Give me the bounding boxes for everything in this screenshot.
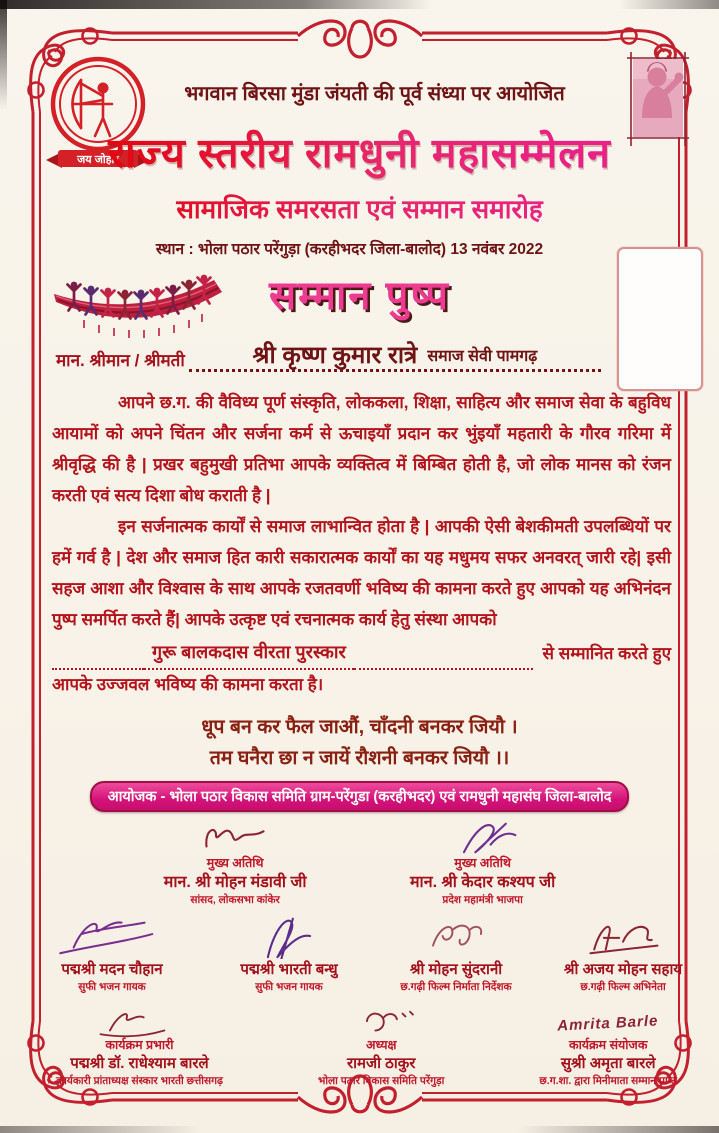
award-line [52,636,671,671]
citation-paragraph-2: इन सर्जनात्मक कार्यों से समाज लाभान्वित होता है | आपकी ऐसी बेशकीमती उपलब्धियों पर हमें गर्व है | देश और समाज हित कारी सकारात्मक कार्यों का यह मधुमय सफर अनवरत् जारी रहे| इसी सहज आशा और विश्वास के साथ आपके रजतवर्णी भविष्य की कामना करते हुए आपको यह अभिनंदन पुष्प समर्पित करते हैं| आपके उत्कृष्ट एवं रचनात्मक कार्य हेतु संस्था आपको [52,516,671,629]
signatory-block [563,913,683,994]
signatory-desc: प्रदेश महामंत्री भाजपा [442,894,523,907]
recipient-designation: समाज सेवी पामगढ़ [427,348,538,366]
photo-edge-artifact [0,0,7,110]
recipient-name: श्री कृष्ण कुमार रात्रे [252,342,418,369]
signatory-role: मुख्य अतिथि [454,856,511,870]
signature-scribble [326,1008,436,1038]
signatory-block [396,913,516,994]
signatory-role: अध्यक्ष [365,1038,397,1052]
couplet-line-2: तम घनैरा छा न जायें रौशनी बनकर जियौ ।। [209,746,510,769]
signatory-desc: छ.ग.शा. द्वारा मिनीमाता सम्मान प्राप्त [539,1074,677,1087]
organizer-banner-wrap [0,781,719,812]
recipient-line [56,344,601,372]
signatory-block [42,913,182,994]
citation-paragraph-1: आपने छ.ग. की वैविध्य पूर्ण संस्कृति, लोककला, शिक्षा, साहित्य और समाज सेवा के बहुविध आयामों को अपने चिंतन और सर्जना कर्म से ऊचाइयाँ प्रदान कर भुंइयाँ महतारी के गौरव गरिमा में श्रीवृद्धि की है | प्रखर बहुमुखी प्रतिभा आपके व्यक्तित्व में बिम्बित होती है, जो लोक मानस को रंजन करती एवं सत्य दिशा बोध कराती है | [52,393,671,505]
banner-title: सम्मान पुष्प [269,274,450,318]
signatory-role: मुख्य अतिथि [206,856,264,870]
photo-placeholder-box [617,247,703,391]
signatory-block [539,1008,677,1088]
signature-scribble [74,1008,204,1038]
dotted-leader [354,648,533,670]
signatory-block [410,818,555,908]
recipient-salutation: मान. श्रीमान / श्रीमती [56,351,185,370]
blessing-couplet [40,712,679,774]
signatory-block [164,818,307,908]
signatory-desc: भोला पठार विकास समिति परेंगुड़ा [317,1074,445,1087]
signature-row-3 [56,1008,677,1088]
event-title: राज्य स्तरीय रामधुनी महासम्मेलन [40,124,679,180]
recipient-dotted-line [189,344,601,372]
signature-scribble [42,913,182,959]
signatory-name: मान. श्री केदार कश्यप जी [409,874,556,891]
signatory-role: कार्यक्रम संयोजक [568,1038,648,1052]
signatory-name: पद्मश्री मदन चौहान [61,961,163,978]
signatory-name: पद्मश्री डॉ. राधेश्याम बारले [70,1055,209,1072]
signatory-name: मान. श्री मोहन मंडावी जी [163,874,307,891]
event-pretitle: भगवान बिरसा मुंडा जंयती की पूर्व संध्या पर आयोजित [184,83,565,105]
couplet-line-1: धूप बन कर फैल जाऔं, चाँदनी बनकर जियौ । [201,716,518,738]
signature-scribble [423,818,543,856]
signature-row-1 [112,818,607,908]
signatory-desc: कार्यकारी प्रांताध्यक्ष संस्कार भारती छत्तीसगढ़ [56,1074,223,1087]
dotted-leader [52,648,144,670]
event-subtitle: सामाजिक समरसता एवं सम्मान समारोह [40,190,679,226]
award-name: गुरू बालकदास वीरता पुरस्कार [144,636,354,671]
venue-date-line: स्थान : भोला पठार परेंगुड़ा (करहीभदर जिला-बालोद) 13 नवंबर 2022 [155,241,544,258]
signatory-name: श्री मोहन सुंदरानी [409,961,503,978]
signatory-desc: सुफी भजन गायक [78,980,146,993]
signature-scribble [229,913,349,959]
signatory-block [56,1008,223,1088]
signatory-name: श्री अजय मोहन सहाय [563,961,683,978]
signature-scribble [563,913,683,959]
signatory-block [229,913,349,994]
signature-scribble [396,913,516,959]
citation-body [52,388,671,701]
signature-row-2 [42,913,683,994]
signatory-name: पद्मश्री भारती बन्धु [240,961,338,978]
organizer-banner: आयोजक - भोला पठार विकास समिति ग्राम-परेंगुडा (करहीभदर) एवं रामधुनी महासंघ जिला-बालोद [90,781,630,812]
signature-handwritten-text: Amrita Barle [557,1011,660,1035]
signatory-block [318,1008,444,1088]
signatory-name: सुश्री अमृता बारले [560,1055,656,1072]
photo-edge-artifact [0,0,719,9]
signatory-desc: छ.गढ़ी फिल्म अभिनेता [580,980,666,993]
after-award-text: से सम्मानित करते हुए [542,644,671,664]
signatory-name: रामजी ठाकुर [346,1055,416,1072]
signatory-role: कार्यक्रम प्रभारी [105,1038,174,1052]
signatory-desc: छ.गढ़ी फिल्म निर्माता निर्देशक [400,980,512,993]
signatory-desc: सांसद, लोकसभा कांकेर [190,894,280,907]
signatory-desc: सुफी भजन गायक [255,980,323,993]
signature-scribble [175,818,295,856]
citation-closing: आपके उज्जवल भविष्य की कामना करता है। [52,675,324,695]
photo-edge-artifact [0,1126,719,1133]
